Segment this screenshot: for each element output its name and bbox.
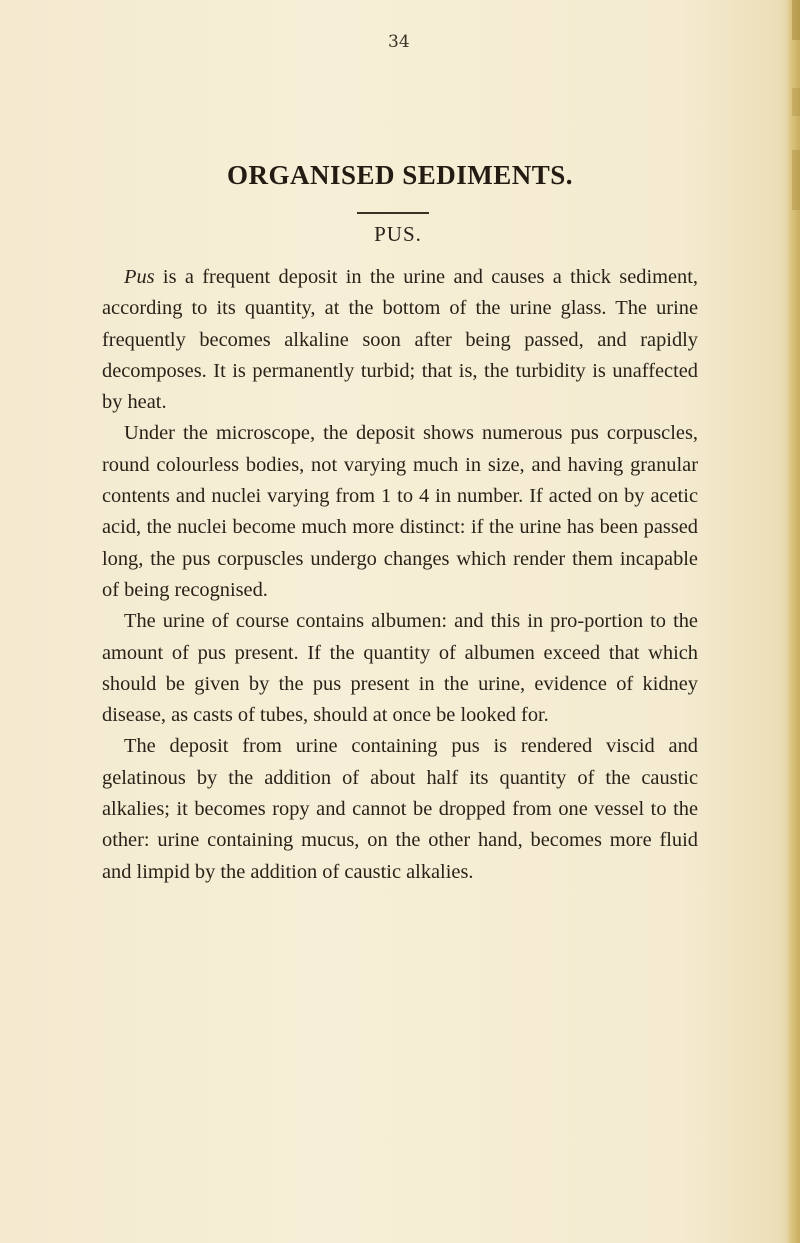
paragraph — [102, 418, 698, 606]
title-rule — [357, 212, 429, 214]
paragraph-text: Under the microscope, the deposit shows numerous pus corpuscles, round colourless bodies, not varying much in size, and having granular contents and nuclei varying from 1 to 4 in number. If acted on by acetic acid, the nuclei become much more distinct: if the urine has been passed long, the pus corpuscles undergo changes which render them incapable of being recognised. — [102, 422, 698, 601]
page-number: 34 — [388, 32, 410, 52]
body-text — [102, 262, 698, 888]
paragraph — [102, 731, 698, 887]
paragraph — [102, 262, 698, 418]
page-edge-mark — [792, 88, 800, 116]
page-edge-mark — [792, 0, 800, 40]
paragraph-text: The urine of course contains albumen: and this in pro-portion to the amount of pus present. If the quantity of albumen exceed that which should be given by the pus present in the urine, evidence of kidney disease, as casts of tubes, should at once be looked for. — [102, 610, 698, 727]
paragraph-lead-word: Pus — [124, 266, 155, 288]
paragraph — [102, 606, 698, 731]
paragraph-text: The deposit from urine containing pus is rendered viscid and gelatinous by the addition of about half its quantity of the caustic alkalies; it becomes ropy and cannot be dropped from one vessel to the other: urine containing mucus, on the other hand, becomes more fluid and limpid by the addition of caustic alkalies. — [102, 735, 698, 883]
chapter-title: ORGANISED SEDIMENTS. — [226, 160, 574, 190]
section-heading: PUS. — [374, 222, 422, 246]
paragraph-text: is a frequent deposit in the urine and causes a thick sediment, according to its quantity, at the bottom of the urine glass. The urine frequently becomes alkaline soon after being passed, and rapidly decomposes. It is permanently turbid; that is, the turbidity is unaffected by heat. — [102, 266, 698, 414]
